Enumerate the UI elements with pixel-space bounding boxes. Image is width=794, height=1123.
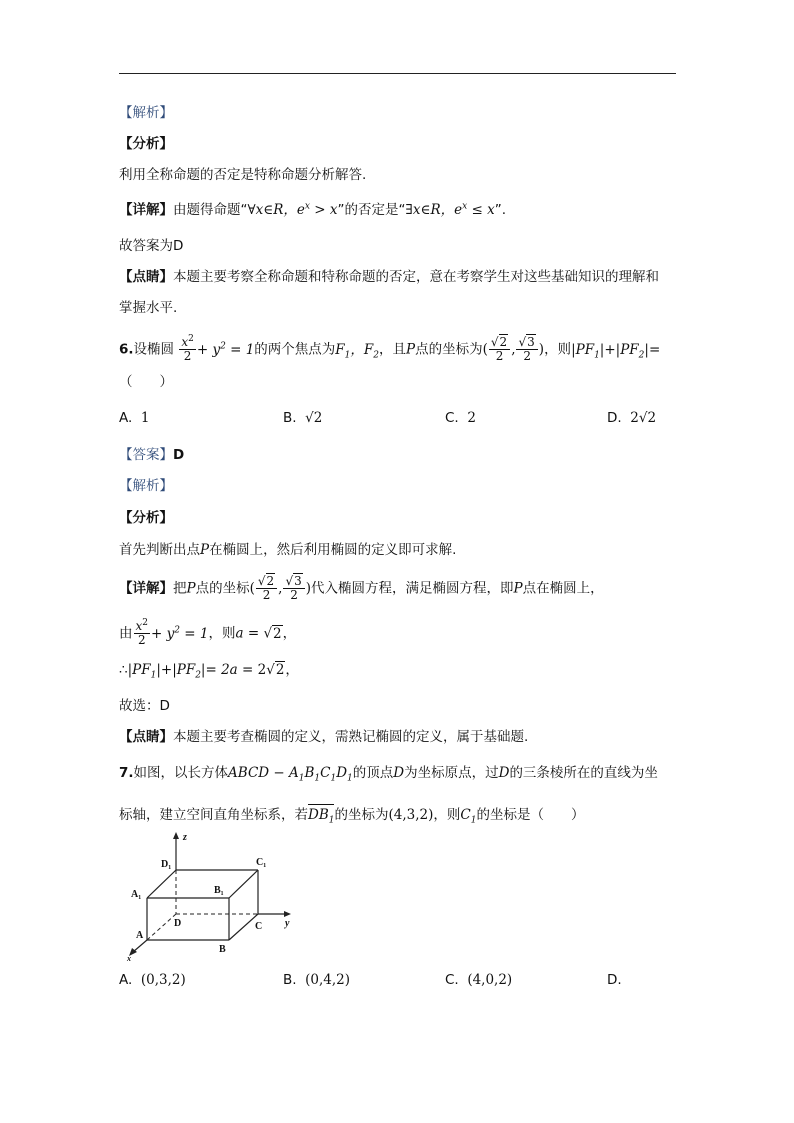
q6-option-a-letter: A. bbox=[119, 410, 133, 426]
q7-stem: 7.如图，以长方体ABCD − $A_1B_1C_1D_1$的顶点D为坐标原点，过D的三条棱所在的直线为坐 bbox=[119, 765, 658, 784]
q6-option-d-letter: D. bbox=[607, 410, 622, 426]
q7-option-c-value: (4,0,2) bbox=[467, 972, 513, 988]
vertex-c-label: C bbox=[255, 921, 263, 932]
q5-prop1: ∀x∈R，e bbox=[247, 202, 305, 218]
p-y-coord: $\frac{√3}{2}$ bbox=[516, 336, 537, 363]
q6-step3: $\therefore|PF_1|+|PF_2|= 2a = 2√2$， bbox=[119, 662, 299, 681]
q7-option-c bbox=[445, 972, 512, 988]
axis-x-label: x bbox=[127, 954, 131, 962]
q7-vector-coord: (4,3,2) bbox=[388, 807, 434, 823]
p-x-coord: $\frac{√2}{2}$ bbox=[489, 336, 510, 363]
q5-detail-post: ”. bbox=[494, 202, 506, 218]
q6-option-b-value: √2 bbox=[305, 410, 323, 426]
q5-conclusion: 故答案为D bbox=[119, 238, 184, 254]
q5-detail-mid: ”的否定是“ bbox=[337, 202, 406, 218]
q6-detail-a: 把 bbox=[173, 580, 187, 597]
cuboid-figure bbox=[125, 830, 300, 962]
detail-tag: 【详解】 bbox=[119, 202, 173, 218]
q7-stem-c: 为坐标原点，过 bbox=[404, 765, 499, 781]
q6-option-b-letter: B. bbox=[283, 410, 297, 426]
vertex-d-label: D bbox=[174, 918, 182, 929]
q6-option-b bbox=[283, 410, 322, 426]
q7-stem2-c: ，则 bbox=[433, 807, 461, 823]
q6-stem-b: 的两个焦点为 bbox=[254, 341, 336, 358]
q6-stem-d: 点的坐标为 bbox=[415, 341, 483, 358]
axis-y-label: y bbox=[285, 918, 290, 929]
q6-option-c-letter: C. bbox=[445, 410, 459, 426]
q6-analysis: 首先判断出点P在椭圆上，然后利用椭圆的定义即可求解. bbox=[119, 542, 457, 558]
q6-option-a bbox=[119, 410, 149, 426]
q5-analysis-text: 利用全称命题的否定是特称命题分析解答. bbox=[119, 167, 367, 183]
axis-z-label: z bbox=[183, 832, 187, 843]
q6-option-d-value: 2√2 bbox=[630, 410, 657, 426]
q6-step2-c: ， bbox=[282, 625, 297, 642]
q6-answer bbox=[119, 446, 184, 464]
q6-detail-tag: 【详解】 bbox=[119, 580, 173, 597]
q6-analysis-b: 在椭圆上，然后利用椭圆的定义即可求解. bbox=[209, 542, 457, 558]
q6-bracket: （ ） bbox=[119, 374, 173, 390]
q5-prop1-exp: x bbox=[304, 201, 310, 212]
q6-option-c-value: 2 bbox=[467, 410, 476, 426]
q6-analysis-subtag: 【分析】 bbox=[119, 510, 173, 526]
q6-answer-value: D bbox=[173, 447, 185, 463]
q6-option-c bbox=[445, 410, 476, 426]
q7-option-a-letter: A. bbox=[119, 972, 133, 988]
q7-stem2-b: 的坐标为 bbox=[334, 807, 389, 823]
q6-number: 6. bbox=[119, 341, 134, 358]
ellipse-x-term: $\frac{x^2}{2}$ bbox=[181, 334, 194, 363]
q6-stem: 6.设椭圆 $\frac{x^2}{2}$ + $y^2 = 1$的两个焦点为$F_1$，$F_2$，且P点的坐标为( $\frac{√2}{2}$ , $\frac{√3}{2}$ )，则$|PF_1|+|PF_2|=$ bbox=[119, 334, 661, 363]
q6-step2-b: ，则 bbox=[208, 625, 236, 642]
vertex-d1-label: D₁ bbox=[161, 859, 172, 870]
q7-stem-d: 的三条棱所在的直线为坐 bbox=[509, 765, 658, 781]
q5-remark bbox=[119, 268, 659, 286]
q7-option-c-letter: C. bbox=[445, 972, 459, 988]
q5-remark-line1: 本题主要考察全称命题和特称命题的否定，意在考察学生对这些基础知识的理解和 bbox=[173, 269, 659, 285]
q6-step2: 由 $\frac{x^2}{2}$ + $y^2 = 1$，则a = √2， bbox=[119, 618, 297, 647]
q5-detail-pre: 由题得命题“ bbox=[173, 202, 248, 218]
q6-step2-a: 由 bbox=[119, 625, 133, 642]
q6-stem-a: 设椭圆 bbox=[133, 341, 175, 358]
vertex-a1-label: A₁ bbox=[131, 889, 142, 900]
q7-stem-2: 标轴，建立空间直角坐标系，若$DB_1$的坐标为(4,3,2)，则$C_1$的坐标是（ ） bbox=[119, 807, 585, 826]
vertex-c1-label: C₁ bbox=[256, 857, 267, 868]
remark-tag: 【点睛】 bbox=[119, 269, 173, 285]
vertex-a-label: A bbox=[136, 930, 144, 941]
q6-detail: 【详解】把P点的坐标( $\frac{√2}{2}$ , $\frac{√3}{2}$ )代入椭圆方程，满足椭圆方程，即P点在椭圆上， bbox=[119, 574, 604, 602]
q5-prop2: ∃x∈R，e bbox=[405, 202, 463, 218]
q6-analysis-a: 首先判断出点 bbox=[119, 542, 200, 558]
ellipse-x-term-2: $\frac{x^2}{2}$ bbox=[135, 618, 149, 647]
q5-prop1-tail: > x bbox=[310, 202, 338, 218]
q6-remark-text: 本题主要考查椭圆的定义，需熟记椭圆的定义，属于基础题. bbox=[173, 729, 529, 745]
analysis-tag: 【解析】 bbox=[119, 105, 173, 121]
q7-stem-a: 如图，以长方体 bbox=[133, 765, 229, 781]
vertex-b-label: B bbox=[219, 944, 226, 955]
p-x-coord-2: $\frac{√2}{2}$ bbox=[256, 575, 277, 602]
q7-option-b bbox=[283, 972, 350, 988]
q6-remark-tag: 【点睛】 bbox=[119, 729, 173, 745]
q5-prop2-tail: ≤ x bbox=[467, 202, 495, 218]
header-rule bbox=[119, 73, 676, 74]
q6-detail-d: 点在椭圆上， bbox=[522, 580, 604, 597]
q6-detail-b: 点的坐标 bbox=[195, 580, 250, 597]
p-y-coord-2: $\frac{√3}{2}$ bbox=[283, 575, 304, 602]
q6-option-d bbox=[607, 410, 656, 426]
q7-number: 7. bbox=[119, 765, 134, 781]
q7-option-b-letter: B. bbox=[283, 972, 297, 988]
q6-option-a-value: 1 bbox=[140, 410, 150, 426]
analysis-subtag: 【分析】 bbox=[119, 136, 173, 152]
q5-detail bbox=[119, 201, 506, 219]
q6-remark bbox=[119, 728, 528, 746]
q7-option-a bbox=[119, 972, 186, 988]
q7-option-d-letter: D. bbox=[607, 972, 622, 988]
q7-stem2-a: 标轴，建立空间直角坐标系，若 bbox=[119, 807, 308, 823]
q5-remark-line2: 掌握水平. bbox=[119, 300, 178, 316]
q7-option-d bbox=[607, 972, 630, 988]
answer-tag: 【答案】 bbox=[119, 447, 173, 463]
q6-analysis-tag: 【解析】 bbox=[119, 478, 173, 494]
q7-option-a-value: (0,3,2) bbox=[140, 972, 186, 988]
vertex-b1-label: B₁ bbox=[214, 885, 224, 896]
q6-choose: 故选：D bbox=[119, 698, 170, 714]
q6-detail-c: 代入椭圆方程，满足椭圆方程，即 bbox=[311, 580, 514, 597]
q7-stem2-d: 的坐标是（ ） bbox=[476, 807, 585, 823]
q6-stem-c: ，且 bbox=[379, 341, 407, 358]
q7-option-b-value: (0,4,2) bbox=[305, 972, 351, 988]
q6-stem-e: ，则 bbox=[544, 341, 572, 358]
q5-prop2-exp: x bbox=[462, 201, 468, 212]
q7-stem-b: 的顶点 bbox=[352, 765, 394, 781]
